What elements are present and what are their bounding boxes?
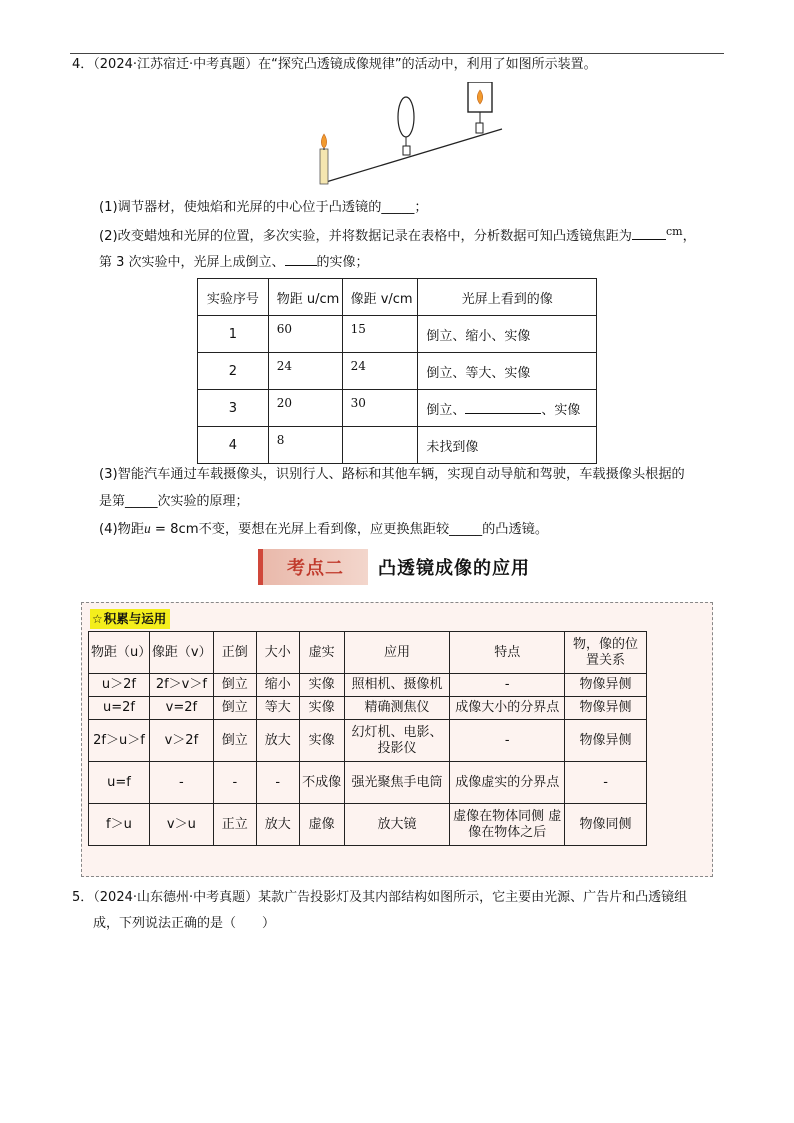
table-cell: [342, 427, 418, 464]
table-cell: 成像大小的分界点: [450, 697, 565, 720]
table-cell: -: [450, 674, 565, 697]
table-header-row: [89, 632, 647, 674]
table-row: [89, 762, 647, 804]
table-cell: 2f＞v＞f: [149, 674, 213, 697]
table-cell: 虚像在物体同侧 虚像在物体之后: [450, 804, 565, 846]
part-2-text-b: 第 3 次实验中，光屏上成倒立、: [99, 255, 285, 270]
table-cell: v＞u: [149, 804, 213, 846]
header-cell: 物，像的位置关系: [565, 632, 647, 674]
table-cell: -: [213, 762, 256, 804]
header-cell: 像距（v）: [149, 632, 213, 674]
table-cell: f＞u: [89, 804, 150, 846]
header-cell: 大小: [256, 632, 299, 674]
table-cell: 缩小: [256, 674, 299, 697]
table-header-row: [198, 279, 597, 316]
answer-blank: [632, 226, 666, 240]
header-cell: 像距 v/cm: [342, 279, 418, 316]
table-cell: 倒立: [213, 720, 256, 762]
star-icon: ☆: [92, 612, 103, 626]
table-cell: 虚像: [299, 804, 344, 846]
table-row: [198, 353, 597, 390]
table-cell: 不成像: [299, 762, 344, 804]
answer-blank: [285, 252, 317, 266]
table-cell: 30: [350, 395, 366, 410]
part-4-text: (4)物距: [99, 522, 145, 537]
experiment-table: [197, 278, 597, 464]
header-cell: 物距 u/cm: [268, 279, 342, 316]
table-cell: 幻灯机、电影、投影仪: [344, 720, 450, 762]
table-row: [198, 427, 597, 464]
table-cell: 未找到像: [418, 427, 597, 464]
table-cell: -: [149, 762, 213, 804]
lens-application-table: [88, 631, 647, 846]
table-cell: 60: [276, 321, 293, 336]
table-cell: 放大: [256, 720, 299, 762]
table-cell: 3: [198, 390, 269, 427]
table-cell: 24: [350, 358, 366, 373]
table-cell: 8: [276, 432, 285, 447]
question-4-part-1: (1)调节器材，使烛焰和光屏的中心位于凸透镜的_____；: [99, 200, 428, 215]
table-row: [89, 804, 647, 846]
table-cell: 2: [198, 353, 269, 390]
unit-label: cm: [666, 225, 683, 238]
table-cell: 强光聚焦手电筒: [344, 762, 450, 804]
lens-apparatus-figure: [310, 82, 510, 187]
table-row: [89, 720, 647, 762]
table-cell: 物像异侧: [565, 674, 647, 697]
table-cell: 24: [276, 358, 293, 373]
table-cell: 倒立、缩小、实像: [418, 316, 597, 353]
question-4-part-3-line-2: 是第_____次实验的原理；: [99, 494, 249, 509]
section-banner: [258, 549, 530, 585]
table-cell: u=2f: [89, 697, 150, 720]
summary-label: [90, 609, 170, 629]
table-cell: 放大镜: [344, 804, 450, 846]
question-5-line-2: 成，下列说法正确的是（ ）: [93, 916, 276, 931]
table-row: [89, 674, 647, 697]
section-tag: 考点二: [258, 549, 368, 585]
table-cell: 倒立: [213, 697, 256, 720]
table-cell: 4: [198, 427, 269, 464]
header-cell: 虚实: [299, 632, 344, 674]
table-cell: -: [256, 762, 299, 804]
header-cell: 特点: [450, 632, 565, 674]
table-row: [89, 697, 647, 720]
answer-blank: [465, 400, 541, 414]
summary-label-text: 积累与运用: [103, 611, 167, 626]
table-cell: -: [450, 720, 565, 762]
table-cell: 15: [350, 321, 366, 336]
cell-text: 、实像: [541, 402, 581, 418]
question-4-part-2-line-2: [99, 252, 369, 272]
table-cell: u＞2f: [89, 674, 150, 697]
variable-u: u: [144, 521, 151, 536]
header-cell: 物距（u）: [89, 632, 150, 674]
table-cell: v＞2f: [149, 720, 213, 762]
table-cell: 倒立: [213, 674, 256, 697]
table-cell: 精确测焦仪: [344, 697, 450, 720]
table-cell: 2f＞u＞f: [89, 720, 150, 762]
header-cell: 正倒: [213, 632, 256, 674]
question-5-line-1: 5．（2024·山东德州·中考真题）某款广告投影灯及其内部结构如图所示，它主要由光源、广告片和凸透镜组: [72, 890, 688, 905]
cell-text: 倒立、: [426, 402, 466, 418]
header-cell: 应用: [344, 632, 450, 674]
header-cell: 实验序号: [198, 279, 269, 316]
question-4-part-2-line-1: (2)改变蜡烛和光屏的位置，多次实验，并将数据记录在表格中，分析数据可知凸透镜焦距为 $^{cm}$，: [99, 225, 696, 244]
table-cell: 实像: [299, 720, 344, 762]
question-4-part-3-line-1: (3)智能汽车通过车载摄像头，识别行人、路标和其他车辆，实现自动导航和驾驶，车载摄像头根据的: [99, 467, 685, 482]
header-rule: [70, 53, 724, 54]
table-cell: 物像异侧: [565, 720, 647, 762]
part-2-text: (2)改变蜡烛和光屏的位置，多次实验，并将数据记录在表格中，分析数据可知凸透镜焦距为: [99, 229, 632, 244]
table-cell: 物像同侧: [565, 804, 647, 846]
table-cell: 照相机、摄像机: [344, 674, 450, 697]
table-cell: [418, 390, 597, 427]
table-cell: 成像虚实的分界点: [450, 762, 565, 804]
table-row: [198, 390, 597, 427]
table-cell: 1: [198, 316, 269, 353]
table-cell: 物像异侧: [565, 697, 647, 720]
table-cell: 20: [276, 395, 293, 410]
table-cell: 正立: [213, 804, 256, 846]
table-cell: -: [565, 762, 647, 804]
table-cell: 放大: [256, 804, 299, 846]
table-cell: u=f: [89, 762, 150, 804]
table-cell: 实像: [299, 697, 344, 720]
table-cell: v=2f: [149, 697, 213, 720]
part-4-text-b: = 8cm不变，要想在光屏上看到像，应更换焦距较_____的凸透镜。: [150, 522, 549, 537]
question-4-part-4: [99, 520, 548, 539]
table-cell: 等大: [256, 697, 299, 720]
section-title: 凸透镜成像的应用: [378, 558, 530, 579]
question-4-stem: 4．（2024·江苏宿迁·中考真题）在“探究凸透镜成像规律”的活动中，利用了如图所示装置。: [72, 57, 597, 72]
part-2-text-c: 的实像；: [316, 255, 369, 270]
table-cell: 实像: [299, 674, 344, 697]
header-cell: 光屏上看到的像: [418, 279, 597, 316]
table-cell: 倒立、等大、实像: [418, 353, 597, 390]
table-row: [198, 316, 597, 353]
